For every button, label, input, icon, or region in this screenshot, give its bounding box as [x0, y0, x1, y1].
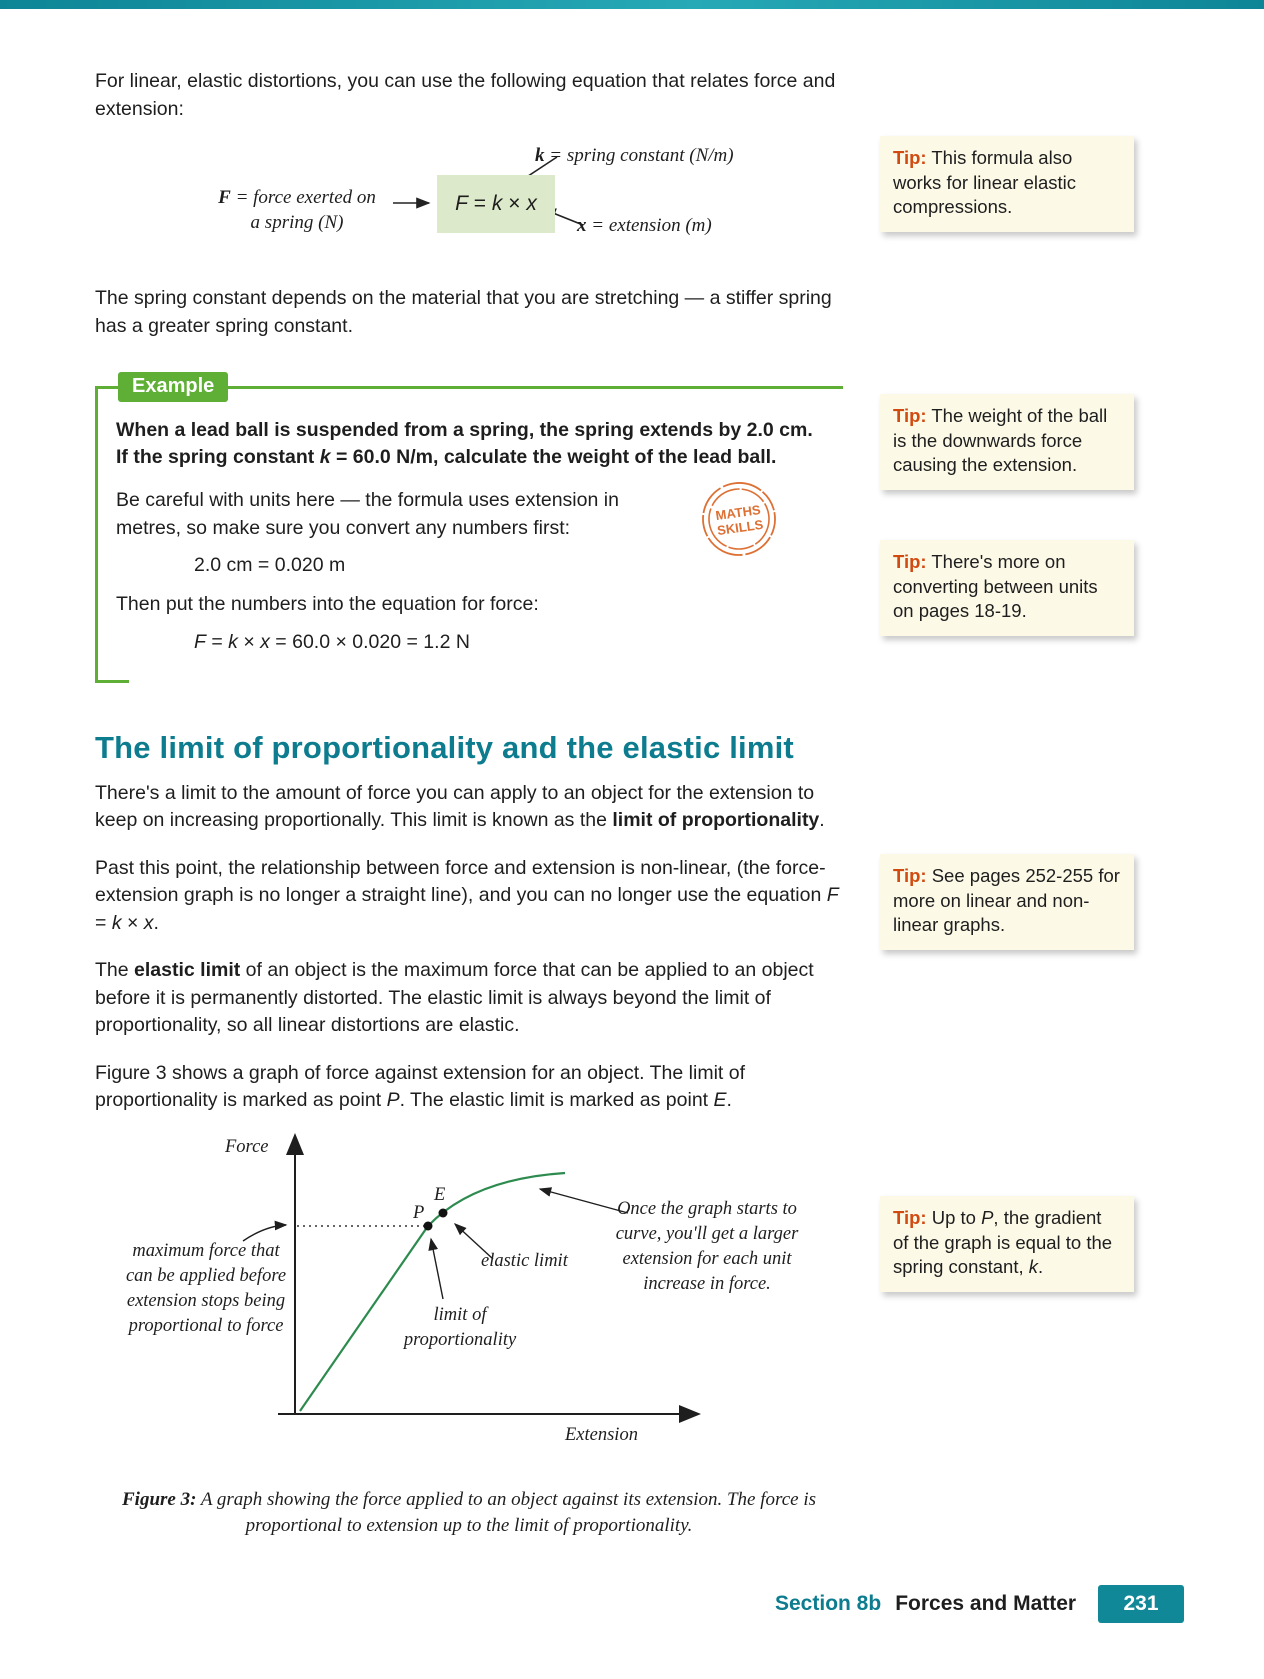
- example-body-1: Be careful with units here — the formula uses extension in metres, so make sure you convert any numbers first:: [116, 489, 619, 539]
- tip-box-2: [880, 394, 1134, 490]
- tip-box-4: [880, 854, 1134, 950]
- section-paragraph-2: Past this point, the relationship between force and extension is non-linear, (the force-extension graph is no longer a straight line), and you can no longer use the equation F = k × x.: [95, 856, 839, 934]
- tip-1-label: Tip:: [893, 147, 927, 168]
- elastic-limit-label: elastic limit: [481, 1250, 568, 1271]
- figure-caption: Figure 3: A graph showing the force applied to an object against its extension. The force is proportional to extension up to the limit of proportionality.: [122, 1488, 816, 1536]
- footer: [775, 1592, 1076, 1616]
- equation-k-label: k = spring constant (N/m): [535, 145, 734, 166]
- example-row: [116, 487, 825, 542]
- tip-4-label: Tip:: [893, 865, 927, 886]
- x-axis-label: Extension: [565, 1424, 638, 1445]
- max-force-label: maximum force that can be applied before extension stops being proportional to force: [125, 1240, 287, 1336]
- tip-box-1: [880, 136, 1134, 232]
- intro-paragraph-1: For linear, elastic distortions, you can use the following equation that relates force and extension:: [95, 70, 836, 120]
- tip-2-body: The weight of the ball is the downwards force causing the extension.: [893, 405, 1108, 475]
- equation-f-label-line2: a spring (N): [250, 212, 344, 233]
- footer-chapter-label: Forces and Matter: [895, 1592, 1077, 1615]
- y-axis-label: Force: [225, 1136, 269, 1157]
- maths-skills-stamp-icon: [699, 479, 779, 559]
- example-question: When a lead ball is suspended from a spring, the spring extends by 2.0 cm. If the spring constant k = 60.0 N/m, calculate the weight of the lead ball.: [116, 419, 813, 468]
- tip-2-label: Tip:: [893, 405, 927, 426]
- equation-diagram: [95, 141, 843, 271]
- tip-5-label: Tip:: [893, 1207, 927, 1228]
- example-conversion: 2.0 cm = 0.020 m: [194, 554, 346, 576]
- equation-formula-box: [437, 175, 555, 233]
- point-e-dot: [439, 1208, 448, 1217]
- section-paragraph-1: There's a limit to the amount of force you can apply to an object for the extension to keep on increasing proportionally. This limit is known as the limit of proportionality.: [95, 781, 825, 831]
- tip-box-5: [880, 1196, 1134, 1292]
- force-extension-curve: [300, 1173, 565, 1411]
- tip-4-body: See pages 252-255 for more on linear and non-linear graphs.: [893, 865, 1120, 935]
- tip-5-body: Up to P, the gradient of the graph is equal to the spring constant, k.: [893, 1207, 1113, 1277]
- intro-paragraph-2: The spring constant depends on the material that you are stretching — a stiffer spring has a greater spring constant.: [95, 287, 832, 337]
- example-label: Example: [118, 372, 228, 402]
- equation-formula: F = k × x: [455, 192, 537, 215]
- maths-skills-stamp-graphic: [699, 479, 779, 559]
- page-number-badge: 231: [1098, 1585, 1184, 1623]
- example-body-2: Then put the numbers into the equation for force:: [116, 593, 539, 615]
- limit-of-proportionality-label: limit of proportionality: [403, 1304, 517, 1350]
- section-paragraph-3: The elastic limit of an object is the maximum force that can be applied to an object before it is permanently distorted. The elastic limit is always beyond the limit of proportionality, so all linear distortions are elastic.: [95, 959, 814, 1036]
- footer-section-label: Section 8b: [775, 1592, 882, 1615]
- point-e-label: E: [434, 1184, 446, 1205]
- tip-3-body: There's more on converting between units on pages 18-19.: [893, 551, 1098, 621]
- tip-3-label: Tip:: [893, 551, 927, 572]
- limit-of-proportionality-arrow: [431, 1239, 443, 1299]
- example-box: [95, 375, 843, 680]
- equation-x-label: x = extension (m): [577, 215, 712, 236]
- equation-f-label-line1: F = force exerted on: [218, 187, 376, 208]
- main-column: [95, 68, 843, 1539]
- section-heading: The limit of proportionality and the elastic limit: [95, 729, 794, 765]
- figure-3-graph: [95, 1127, 843, 1479]
- page-top-bar: [0, 0, 1264, 9]
- equation-f-label: [203, 185, 391, 235]
- tip-box-3: [880, 540, 1134, 636]
- curve-note-label: Once the graph starts to curve, you'll get a larger extension for each unit increase in force.: [615, 1198, 799, 1294]
- tip-1-body: This formula also works for linear elastic compressions.: [893, 147, 1077, 217]
- point-p-dot: [424, 1221, 433, 1230]
- example-result: F = k × x = 60.0 × 0.020 = 1.2 N: [194, 630, 470, 653]
- section-paragraph-4: Figure 3 shows a graph of force against extension for an object. The limit of proportionality is marked as point P. The elastic limit is marked as point E.: [95, 1061, 745, 1111]
- point-p-label: P: [413, 1202, 425, 1223]
- stamp-text-skills: SKILLS: [716, 516, 765, 539]
- stamp-text-maths: MATHS: [714, 501, 762, 524]
